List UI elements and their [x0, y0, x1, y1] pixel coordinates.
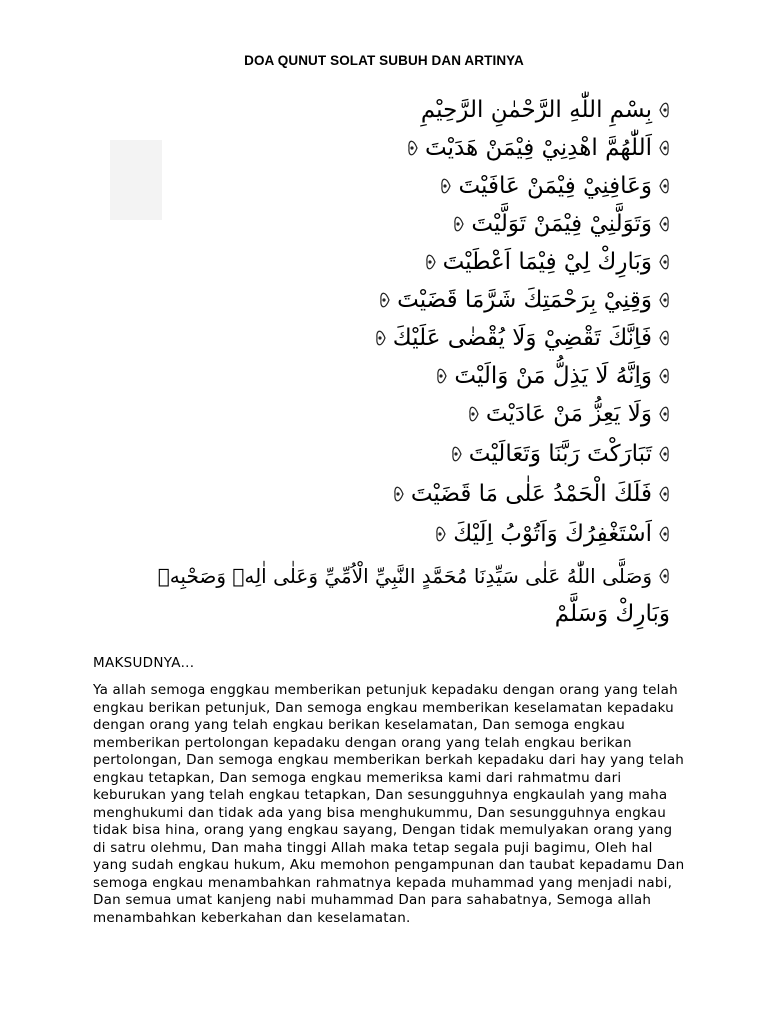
arabic-line: فَاِنَّكَ تَقْضِيْ وَلَا يُقْضٰى عَلَيْكَ: [375, 320, 670, 356]
arabic-line: وَاِنَّهُ لَا يَذِلُّ مَنْ وَالَيْتَ: [436, 358, 670, 394]
verse-ornament-icon: [658, 326, 670, 350]
arabic-line: وَقِنِيْ بِرَحْمَتِكَ شَرَّمَا قَضَيْتَ: [379, 282, 670, 318]
verse-ornament-icon: [435, 522, 447, 546]
arabic-line: اَللّٰهُمَّ اهْدِنِيْ فِيْمَنْ هَدَيْتَ: [407, 130, 670, 166]
arabic-line: تَبَارَكْتَ رَبَّنَا وَتَعَالَيْتَ: [451, 436, 670, 472]
verse-ornament-icon: [658, 288, 670, 312]
verse-ornament-icon: [658, 136, 670, 160]
verse-ornament-icon: [658, 564, 670, 588]
verse-ornament-icon: [407, 136, 419, 160]
verse-ornament-icon: [658, 174, 670, 198]
verse-ornament-icon: [658, 522, 670, 546]
verse-ornament-icon: [436, 364, 448, 388]
arabic-line: وَلَا يَعِزُّ مَنْ عَادَيْتَ: [468, 396, 670, 432]
verse-ornament-icon: [451, 442, 463, 466]
verse-ornament-icon: [425, 250, 437, 274]
page-title: DOA QUNUT SOLAT SUBUH DAN ARTINYA: [244, 53, 524, 68]
meaning-paragraph: Ya allah semoga enggkau memberikan petunjuk kepadaku dengan orang yang telah engkau berikan petunjuk, Dan semoga engkau memberikan keselamatan kepadaku dengan orang yang telah engkau berikan keselamatan, Dan semoga engkau memberikan pertolongan kepadaku dengan orang yang telah engkau berikan pertolongan, Dan semoga engkau memberikan berkah kepadaku dari hay yang telah engkau tetapkan, Dan semoga engkau memeriksa kami dari rahmatmu dari keburukan yang telah engkau tetapkan, Dan sesungguhnya engkaulah yang maha menghukumi dan tidak ada yang bisa menghukummu, Dan sesungguhnya engkau tidak bisa hina, orang yang engkau sayang, Dengan tidak memulyakan orang yang di satru olehmu, Dan maha tinggi Allah maka tetap segala puji bagimu, Oleh hal yang sudah engkau hukum, Aku memohon pengampunan dan taubat kepadamu Dan semoga engkau menambahkan rahmatnya kepada muhammad yang menjadi nabi, Dan semua umat kanjeng nabi muhammad Dan para sahabatnya, Semoga allah menambahkan keberkahan dan keselamatan.: [93, 682, 685, 926]
verse-ornament-icon: [453, 212, 465, 236]
verse-ornament-icon: [468, 402, 480, 426]
arabic-line: وَبَارِكْ وَسَلَّمْ: [554, 601, 670, 627]
verse-ornament-icon: [658, 250, 670, 274]
scan-shading: [110, 140, 162, 220]
arabic-line: اَسْتَغْفِرُكَ وَاَتُوْبُ اِلَيْكَ: [435, 516, 670, 552]
arabic-line: فَلَكَ الْحَمْدُ عَلٰى مَا قَضَيْتَ: [393, 476, 670, 512]
verse-ornament-icon: [658, 212, 670, 236]
verse-ornament-icon: [393, 482, 405, 506]
verse-ornament-icon: [658, 482, 670, 506]
arabic-line: بِسْمِ اللّٰهِ الرَّحْمٰنِ الرَّحِيْمِ: [421, 92, 670, 128]
arabic-line: وَتَوَلَّنِيْ فِيْمَنْ تَوَلَّيْتَ: [453, 206, 670, 242]
arabic-prayer-text: [157, 84, 680, 644]
verse-ornament-icon: [658, 442, 670, 466]
verse-ornament-icon: [379, 288, 391, 312]
verse-ornament-icon: [440, 174, 452, 198]
arabic-line: وَبَارِكْ لِيْ فِيْمَا اَعْطَيْتَ: [425, 244, 670, 280]
verse-ornament-icon: [658, 98, 670, 122]
verse-ornament-icon: [658, 402, 670, 426]
verse-ornament-icon: [658, 364, 670, 388]
verse-ornament-icon: [375, 326, 387, 350]
meaning-heading: MAKSUDNYA...: [93, 655, 195, 671]
arabic-line: وَصَلَّى اللّٰهُ عَلٰى سَيِّدِنَا مُحَمَّدٍ النَّبِيِّ الْاُمِّيِّ وَعَلٰى اٰلِهٖ وَصَحْبِهٖ: [158, 558, 670, 594]
arabic-line: وَعَافِنِيْ فِيْمَنْ عَافَيْتَ: [440, 168, 670, 204]
